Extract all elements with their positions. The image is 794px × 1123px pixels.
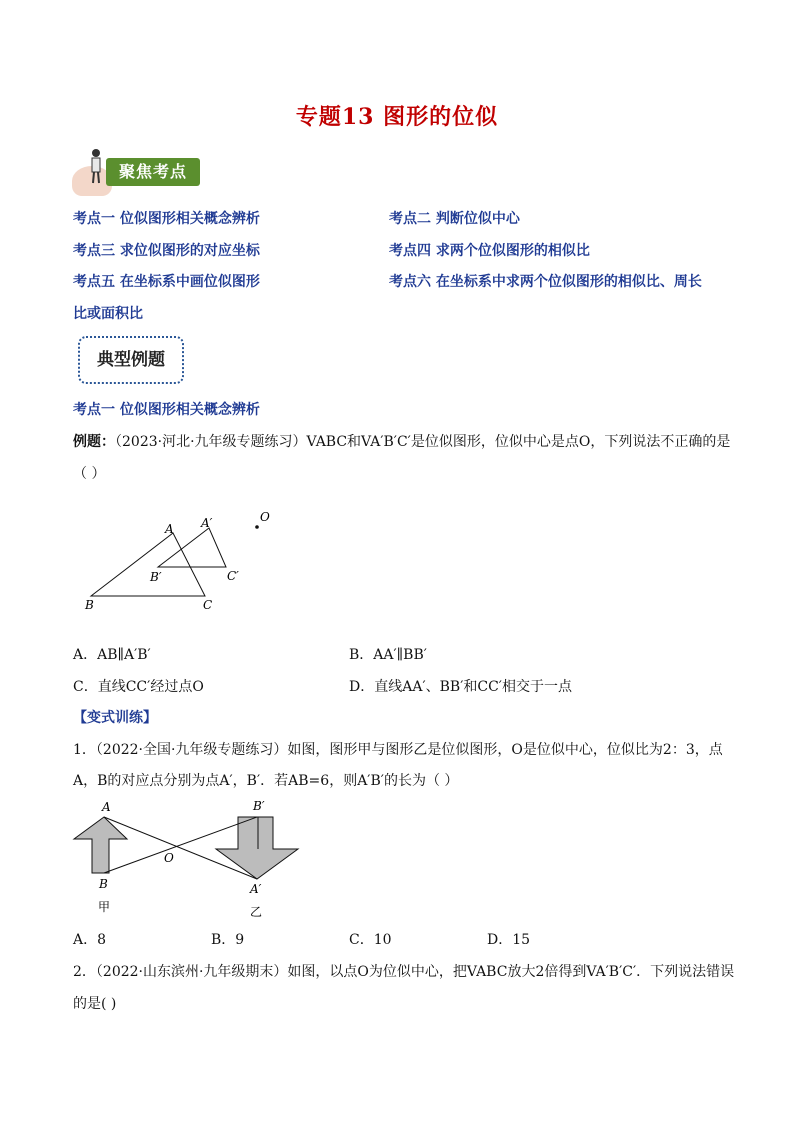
section-heading: 考点一 位似图形相关概念辨析 (73, 402, 260, 418)
focus-banner (72, 148, 202, 194)
key-point-1[interactable]: 考点一 位似图形相关概念辨析 (73, 211, 260, 227)
q2-line1: 2．（2022·山东滨州·九年级期末）如图，以点O为位似中心，把VABC放大2倍得到VA′B′C′．下列说法错误 (73, 964, 735, 980)
q1-figure (72, 795, 304, 920)
key-point-4[interactable]: 考点四 求两个位似图形的相似比 (389, 243, 590, 259)
example-question (73, 431, 733, 451)
label-c1: C′ (227, 569, 239, 583)
example-line2: （ ） (73, 466, 106, 482)
page-title: 专题13 图形的位似 (295, 104, 499, 130)
fig1-label-b1: B′ (253, 799, 265, 813)
shape-jia (74, 817, 127, 873)
line-b-b1 (104, 817, 257, 873)
line-a-a1 (104, 817, 257, 879)
label-c: C (203, 598, 213, 612)
q1-option-a[interactable]: A．8 (73, 932, 107, 948)
key-point-5[interactable]: 考点五 在坐标系中画位似图形 (73, 274, 260, 290)
student-figure-icon (88, 148, 104, 184)
fig1-label-a1: A′ (250, 882, 262, 896)
variant-heading: 【变式训练】 (73, 710, 157, 726)
key-point-2[interactable]: 考点二 判断位似中心 (389, 211, 520, 227)
example-option-d[interactable]: D．直线AA′、BB′和CC′相交于一点 (349, 679, 572, 695)
example-option-c[interactable]: C．直线CC′经过点O (73, 679, 204, 695)
example-option-a[interactable]: A．AB∥A′B′ (73, 647, 151, 663)
key-point-3[interactable]: 考点三 求位似图形的对应坐标 (73, 243, 260, 259)
example-line1: （2023·河北·九年级专题练习）VABC和VA′B′C′是位似图形，位似中心是点O，下列说法不正确的是 (115, 434, 731, 450)
fig1-label-a: A (102, 800, 111, 814)
q1-option-b[interactable]: B．9 (211, 932, 245, 948)
banner-label: 聚焦考点 (106, 158, 200, 186)
example-option-b[interactable]: B．AA′∥BB′ (349, 647, 427, 663)
label-o: O (260, 510, 270, 524)
shape-yi (216, 817, 298, 879)
q1-option-d[interactable]: D．15 (487, 932, 531, 948)
typical-examples-box: 典型例题 (78, 336, 184, 384)
label-a1: A′ (201, 516, 213, 530)
q1-option-c[interactable]: C．10 (349, 932, 392, 948)
q2-line2: 的是( ) (73, 996, 117, 1012)
label-a: A (165, 522, 174, 536)
fig1-label-b: B (99, 877, 108, 891)
example-label: 例题： (73, 434, 115, 450)
fig1-label-jia: 甲 (98, 900, 111, 914)
label-b1: B′ (150, 570, 162, 584)
q1-line1: 1．（2022·全国·九年级专题练习）如图，图形甲与图形乙是位似图形，O是位似中心，位似比为2：3，点 (73, 742, 723, 758)
key-point-6[interactable]: 考点六 在坐标系中求两个位似图形的相似比、周长 (389, 274, 702, 290)
point-o (255, 525, 259, 529)
fig1-label-o: O (164, 851, 174, 865)
key-point-6-cont: 比或面积比 (73, 306, 143, 322)
triangle-abc (91, 533, 205, 596)
example-figure (75, 505, 290, 615)
fig1-label-yi: 乙 (250, 905, 263, 919)
label-b: B (85, 598, 94, 612)
q1-line2: A，B的对应点分别为点A′，B′．若AB=6，则A′B′的长为（ ） (73, 773, 459, 789)
